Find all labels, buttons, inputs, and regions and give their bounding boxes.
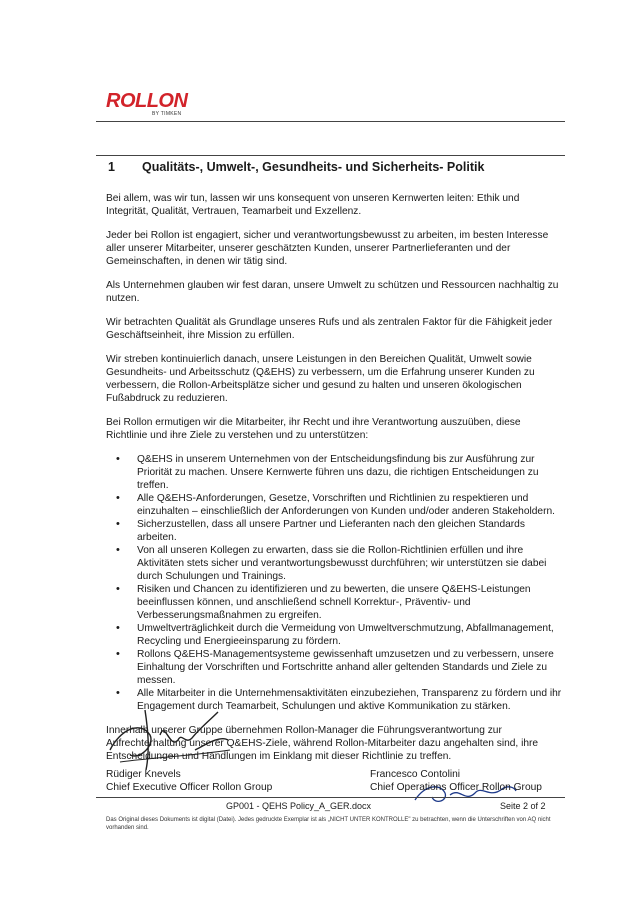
list-item: • Sicherzustellen, dass all unsere Partner und Lieferanten nach den gleichen Standards arbeiten. [137,518,562,544]
ceo-signature [100,690,240,780]
list-item: • Rollons Q&EHS-Managementsysteme gewissenhaft umzusetzen und zu verbessern, unsere Einhaltung der Vorschriften und Fortschritte anhand aller geltenden Standards und Ziele zu messen. [137,648,562,687]
paragraph: Bei allem, was wir tun, lassen wir uns konsequent von unseren Kernwerten leiten: Ethik und Integrität, Qualität, Vertrauen, Teamarbeit und Exzellenz. [106,193,520,217]
company-logo [106,91,187,117]
policy-body [106,192,562,774]
coo-title: Chief Operations Officer Rollon Group [370,782,542,793]
paragraph: Wir streben kontinuierlich danach, unsere Leistungen in den Bereichen Qualität, Umwelt sowie Gesundheits- und Arbeitsschutz (Q&EHS) zu verbessern, um die Erfahrung unserer Kunden zu verbessern, die Rollon-Arbeitsplätze sicher und gesund zu halten und unseren ökologischen Fußabdruck zu reduzieren. [106,354,535,404]
commitment-list [106,453,562,713]
footer-filename: GP001 - QEHS Policy_A_GER.docx [226,801,372,811]
section-heading [108,160,484,174]
footer-divider [96,797,565,798]
list-item: • Von all unseren Kollegen zu erwarten, dass sie die Rollon-Richtlinien erfüllen und ihre Aktivitäten stets sicher und verantwortungsbewusst durchführen; wir unterstützen sie dabei durch Schulungen und Trainings. [137,544,562,583]
section-number: 1 [108,160,115,174]
paragraph: Bei Rollon ermutigen wir die Mitarbeiter, ihr Recht und ihre Verantwortung auszuüben, diese Richtlinie und ihre Ziele zu verstehen und zu unterstützen: [106,417,521,441]
coo-name: Francesco Contolini [370,769,461,780]
footer-page-number: Seite 2 of 2 [500,801,546,811]
logo-brand: ROLLON [106,90,188,112]
logo-subtitle: BY TIMKEN [152,111,182,117]
header-divider [96,121,565,122]
paragraph: Als Unternehmen glauben wir fest daran, unsere Umwelt zu schützen und Ressourcen nachhaltig zu nutzen. [106,280,559,304]
coo-block [370,768,542,794]
paragraph: Wir betrachten Qualität als Grundlage unseres Rufs und als zentralen Faktor für die Fähigkeit jeder Geschäftseinheit, ihre Mission zu erfüllen. [106,317,553,341]
heading-divider [96,155,565,156]
ceo-title: Chief Executive Officer Rollon Group [106,782,273,793]
list-item: • Alle Q&EHS-Anforderungen, Gesetze, Vorschriften und Richtlinien zu respektieren und einzuhalten – einschließlich der Anforderungen von Kunden und/oder anderen Stakeholdern. [137,492,562,518]
ceo-block [106,768,272,794]
list-item: • Risiken und Chancen zu identifizieren und zu bewerten, die unsere Q&EHS-Leistungen beeinflussen können, und anschließend schnell Korrektur-, Präventiv- und Verbesserungsmaßnahmen zu ergreifen. [137,583,562,622]
closing-paragraph: Innerhalb unserer Gruppe übernehmen Rollon-Manager die Führungsverantwortung zur Aufrechterhaltung unserer Q&EHS-Ziele, während Rollon-Mitarbeiter dazu angehalten sind, ihre Entscheidungen und Handlungen im Einklang mit dieser Richtlinie zu treffen. [106,725,539,762]
list-item: • Q&EHS in unserem Unternehmen von der Entscheidungsfindung bis zur Ausführung zur Priorität zu machen. Unsere Kernwerte führen uns dazu, die richtigen Entscheidungen zu treffen. [137,453,562,492]
list-item: • Alle Mitarbeiter in die Unternehmensaktivitäten einzubeziehen, Transparenz zu fördern und ihr Engagement durch Teamarbeit, Schulungen und aktive Kommunikation zu stärken. [137,687,562,713]
footer-disclaimer: Das Original dieses Dokuments ist digital (Datei). Jedes gedruckte Exemplar ist als „NICHT UNTER KONTROLLE" zu betrachten, wenn die Unterschriften von AQ nicht vorhanden sind. [106,817,551,831]
section-title: Qualitäts-, Umwelt-, Gesundheits- und Sicherheits- Politik [142,160,485,174]
ceo-name: Rüdiger Knevels [106,769,181,780]
paragraph: Jeder bei Rollon ist engagiert, sicher und verantwortungsbewusst zu arbeiten, im besten Interesse aller unserer Mitarbeiter, unserer geschätzten Kunden, unserer Partnerlieferanten und der Gemeinschaften, in denen wir tätig sind. [106,230,549,267]
list-item: • Umweltverträglichkeit durch die Vermeidung von Umweltverschmutzung, Abfallmanagement, Recycling und Energieeinsparung zu fördern. [137,622,562,648]
